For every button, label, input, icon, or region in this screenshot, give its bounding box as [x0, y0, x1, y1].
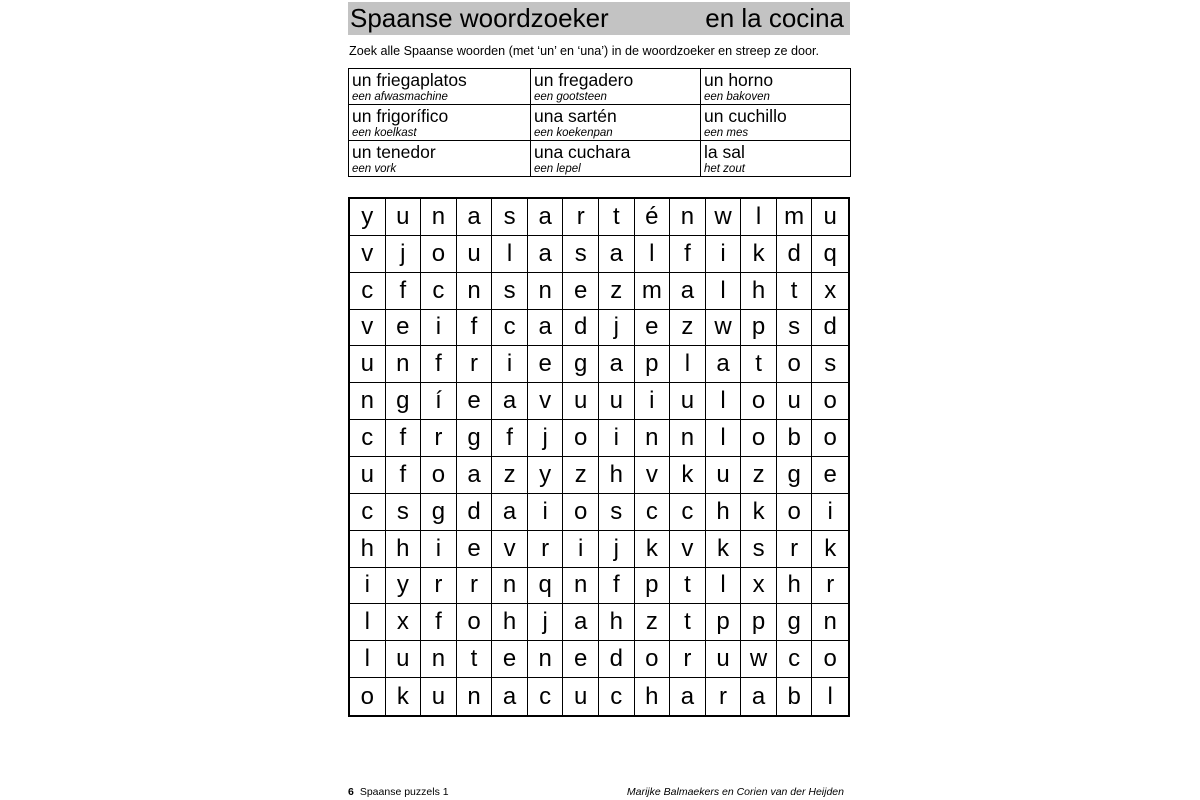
grid-letter: k: [386, 678, 422, 715]
grid-letter: y: [528, 457, 564, 494]
dutch-translation: een bakoven: [704, 91, 770, 103]
spanish-word: un tenedor: [352, 142, 436, 162]
grid-letter: k: [812, 531, 848, 568]
grid-letter: u: [386, 199, 422, 236]
grid-letter: j: [528, 420, 564, 457]
grid-letter: h: [599, 604, 635, 641]
grid-letter: d: [812, 310, 848, 347]
grid-letter: g: [563, 346, 599, 383]
grid-letter: p: [635, 346, 671, 383]
grid-letter: d: [457, 494, 493, 531]
grid-letter: a: [670, 273, 706, 310]
spanish-word: un horno: [704, 70, 774, 90]
dutch-translation: een koekenpan: [534, 127, 613, 139]
grid-letter: s: [812, 346, 848, 383]
grid-letter: n: [528, 641, 564, 678]
grid-letter: o: [350, 678, 386, 715]
dutch-translation: een vork: [352, 163, 397, 175]
grid-letter: e: [457, 531, 493, 568]
grid-letter: o: [812, 641, 848, 678]
grid-letter: n: [635, 420, 671, 457]
grid-letter: u: [563, 383, 599, 420]
grid-letter: x: [386, 604, 422, 641]
vocab-cell: [701, 105, 851, 141]
spanish-word: la sal: [704, 142, 745, 162]
grid-letter: a: [706, 346, 742, 383]
spanish-word: una sartén: [534, 106, 617, 126]
grid-letter: v: [670, 531, 706, 568]
grid-letter: u: [706, 457, 742, 494]
vocab-cell: [701, 141, 851, 177]
vocab-row: [349, 141, 851, 177]
spanish-word: una cuchara: [534, 142, 631, 162]
dutch-translation: een lepel: [534, 163, 581, 175]
grid-letter: w: [706, 199, 742, 236]
grid-letter: o: [563, 420, 599, 457]
grid-letter: e: [386, 310, 422, 347]
grid-letter: w: [706, 310, 742, 347]
vocab-cell: [531, 141, 701, 177]
grid-letter: h: [777, 568, 813, 605]
grid-letter: r: [421, 420, 457, 457]
grid-letter: o: [741, 420, 777, 457]
grid-letter: e: [812, 457, 848, 494]
grid-letter: f: [386, 273, 422, 310]
grid-letter: q: [528, 568, 564, 605]
grid-letter: j: [599, 531, 635, 568]
grid-letter: r: [706, 678, 742, 715]
grid-letter: s: [563, 236, 599, 273]
grid-letter: e: [563, 273, 599, 310]
dutch-translation: een gootsteen: [534, 91, 607, 103]
spanish-word: un frigorífico: [352, 106, 449, 126]
grid-letter: a: [670, 678, 706, 715]
grid-letter: n: [350, 383, 386, 420]
grid-letter: t: [741, 346, 777, 383]
grid-letter: i: [492, 346, 528, 383]
dutch-translation: een mes: [704, 127, 749, 139]
grid-letter: c: [350, 420, 386, 457]
vocabulary-table: [348, 68, 851, 177]
grid-letter: n: [812, 604, 848, 641]
grid-letter: u: [599, 383, 635, 420]
grid-letter: a: [528, 199, 564, 236]
grid-letter: t: [599, 199, 635, 236]
grid-letter: i: [599, 420, 635, 457]
grid-letter: c: [421, 273, 457, 310]
grid-letter: i: [706, 236, 742, 273]
grid-letter: v: [350, 310, 386, 347]
grid-letter: d: [599, 641, 635, 678]
grid-letter: a: [457, 199, 493, 236]
grid-letter: c: [350, 494, 386, 531]
page-subtitle: en la cocina: [705, 3, 844, 33]
grid-letter: f: [386, 457, 422, 494]
grid-letter: u: [670, 383, 706, 420]
grid-letter: g: [386, 383, 422, 420]
grid-letter: o: [563, 494, 599, 531]
grid-letter: u: [386, 641, 422, 678]
vocab-cell: [349, 105, 531, 141]
grid-letter: e: [563, 641, 599, 678]
grid-letter: l: [670, 346, 706, 383]
grid-letter: f: [457, 310, 493, 347]
grid-letter: o: [812, 420, 848, 457]
grid-letter: g: [777, 604, 813, 641]
worksheet-page: [348, 0, 850, 800]
grid-letter: r: [812, 568, 848, 605]
grid-letter: f: [421, 346, 457, 383]
grid-letter: s: [741, 531, 777, 568]
grid-letter: t: [457, 641, 493, 678]
grid-letter: i: [635, 383, 671, 420]
vocab-row: [349, 105, 851, 141]
grid-letter: r: [421, 568, 457, 605]
grid-letter: v: [635, 457, 671, 494]
spanish-word: un friegaplatos: [352, 70, 467, 90]
grid-letter: u: [812, 199, 848, 236]
title-bar: [348, 2, 850, 35]
vocab-cell: [349, 69, 531, 105]
grid-letter: r: [457, 346, 493, 383]
grid-letter: n: [563, 568, 599, 605]
grid-letter: u: [350, 346, 386, 383]
grid-letter: f: [670, 236, 706, 273]
grid-letter: s: [599, 494, 635, 531]
grid-letter: i: [421, 310, 457, 347]
grid-letter: o: [741, 383, 777, 420]
grid-letter: o: [777, 494, 813, 531]
grid-letter: o: [777, 346, 813, 383]
grid-letter: o: [635, 641, 671, 678]
grid-letter: y: [386, 568, 422, 605]
grid-letter: a: [457, 457, 493, 494]
grid-letter: z: [670, 310, 706, 347]
grid-letter: r: [777, 531, 813, 568]
grid-letter: o: [421, 457, 457, 494]
vocab-cell: [701, 69, 851, 105]
grid-letter: l: [706, 273, 742, 310]
grid-letter: é: [635, 199, 671, 236]
spanish-word: un fregadero: [534, 70, 634, 90]
grid-letter: l: [635, 236, 671, 273]
grid-letter: u: [350, 457, 386, 494]
grid-letter: n: [386, 346, 422, 383]
grid-letter: f: [599, 568, 635, 605]
dutch-translation: een koelkast: [352, 127, 417, 139]
dutch-translation: het zout: [704, 163, 745, 175]
grid-letter: r: [457, 568, 493, 605]
grid-letter: h: [350, 531, 386, 568]
grid-letter: g: [421, 494, 457, 531]
grid-letter: a: [528, 310, 564, 347]
grid-letter: n: [421, 199, 457, 236]
grid-letter: m: [777, 199, 813, 236]
grid-letter: z: [492, 457, 528, 494]
grid-letter: a: [528, 236, 564, 273]
grid-letter: h: [599, 457, 635, 494]
grid-letter: n: [528, 273, 564, 310]
grid-letter: o: [421, 236, 457, 273]
grid-letter: z: [563, 457, 599, 494]
grid-letter: m: [635, 273, 671, 310]
grid-letter: u: [457, 236, 493, 273]
grid-letter: l: [827, 682, 833, 710]
grid-letter: n: [421, 641, 457, 678]
grid-letter: c: [777, 641, 813, 678]
grid-letter: n: [457, 273, 493, 310]
grid-letter: c: [599, 678, 635, 715]
grid-letter: c: [492, 310, 528, 347]
grid-letter: h: [635, 678, 671, 715]
grid-letter: a: [492, 494, 528, 531]
grid-letter: t: [670, 568, 706, 605]
vocab-cell: [531, 69, 701, 105]
grid-letter: l: [706, 568, 742, 605]
dutch-translation: een afwasmachine: [352, 91, 448, 103]
grid-letter: p: [635, 568, 671, 605]
grid-letter: l: [350, 604, 386, 641]
grid-letter: t: [777, 273, 813, 310]
grid-letter: k: [706, 531, 742, 568]
grid-letter: p: [741, 310, 777, 347]
grid-letter: o: [457, 604, 493, 641]
footer-authors: Marijke Balmaekers en Corien van der Heijden: [626, 786, 844, 798]
grid-letter: u: [777, 383, 813, 420]
page-number: 6: [348, 786, 354, 798]
grid-letter: r: [670, 641, 706, 678]
grid-letter: j: [599, 310, 635, 347]
grid-letter: e: [528, 346, 564, 383]
grid-letter: l: [350, 641, 386, 678]
spanish-word: un cuchillo: [704, 106, 787, 126]
grid-letter: t: [670, 604, 706, 641]
grid-letter: j: [528, 604, 564, 641]
grid-letter: i: [350, 568, 386, 605]
grid-letter: n: [670, 420, 706, 457]
grid-letter: r: [528, 531, 564, 568]
grid-letter: u: [563, 678, 599, 715]
grid-letter: c: [635, 494, 671, 531]
grid-letter: b: [777, 420, 813, 457]
grid-letter: s: [492, 199, 528, 236]
grid-letter: y: [350, 199, 386, 236]
grid-letter: a: [741, 678, 777, 715]
grid-letter: q: [812, 236, 848, 273]
vocab-cell: [531, 105, 701, 141]
grid-letter: x: [812, 273, 848, 310]
grid-letter: f: [492, 420, 528, 457]
footer-left: [348, 786, 449, 798]
grid-letter: e: [457, 383, 493, 420]
grid-letter: k: [741, 236, 777, 273]
grid-letter: a: [563, 604, 599, 641]
grid-letter: s: [492, 273, 528, 310]
grid-letter: z: [741, 457, 777, 494]
grid-letter: d: [563, 310, 599, 347]
grid-letter: r: [563, 199, 599, 236]
grid-letter: c: [670, 494, 706, 531]
word-search-grid: [348, 197, 850, 717]
grid-letter: u: [706, 641, 742, 678]
page-title: Spaanse woordzoeker: [350, 3, 609, 33]
grid-letter: f: [421, 604, 457, 641]
grid-letter: h: [386, 531, 422, 568]
grid-letter: e: [635, 310, 671, 347]
grid-letter: o: [812, 383, 848, 420]
grid-letter: h: [706, 494, 742, 531]
grid-letter: u: [421, 678, 457, 715]
grid-letter: l: [706, 420, 742, 457]
grid-letter: c: [350, 273, 386, 310]
grid-letter: i: [563, 531, 599, 568]
grid-letter: s: [386, 494, 422, 531]
grid-letter: j: [386, 236, 422, 273]
book-title: Spaanse puzzels 1: [359, 786, 449, 798]
grid-letter: n: [670, 199, 706, 236]
grid-letter: c: [528, 678, 564, 715]
grid-letter: k: [670, 457, 706, 494]
grid-letter: v: [350, 236, 386, 273]
grid-letter: x: [741, 568, 777, 605]
grid-letter: i: [528, 494, 564, 531]
grid-letter: h: [492, 604, 528, 641]
grid-letter: h: [741, 273, 777, 310]
grid-letter: l: [492, 236, 528, 273]
grid-letter: a: [492, 383, 528, 420]
grid-letter: k: [635, 531, 671, 568]
grid-letter: w: [741, 641, 777, 678]
grid-letter: k: [741, 494, 777, 531]
grid-letter: l: [741, 199, 777, 236]
grid-letter: d: [777, 236, 813, 273]
grid-letter: n: [492, 568, 528, 605]
grid-letter: b: [777, 678, 813, 715]
vocab-row: [349, 69, 851, 105]
grid-letter: p: [741, 604, 777, 641]
grid-letter: e: [492, 641, 528, 678]
instruction-text: Zoek alle Spaanse woorden (met ‘un’ en ‘una’) in de woordzoeker en streep ze door.: [349, 44, 819, 58]
grid-letter: g: [457, 420, 493, 457]
grid-letter: z: [635, 604, 671, 641]
grid-letter: a: [599, 346, 635, 383]
grid-letter: a: [492, 678, 528, 715]
grid-letter: n: [457, 678, 493, 715]
grid-letter: v: [528, 383, 564, 420]
grid-letter: f: [386, 420, 422, 457]
grid-letter: g: [777, 457, 813, 494]
grid-letter: l: [706, 383, 742, 420]
grid-letter: a: [599, 236, 635, 273]
grid-letter: i: [812, 494, 848, 531]
vocab-cell: [349, 141, 531, 177]
grid-letter: s: [777, 310, 813, 347]
grid-letter: í: [421, 383, 457, 420]
grid-letter: p: [706, 604, 742, 641]
grid-letter: z: [599, 273, 635, 310]
grid-letter: i: [421, 531, 457, 568]
grid-letter: v: [492, 531, 528, 568]
